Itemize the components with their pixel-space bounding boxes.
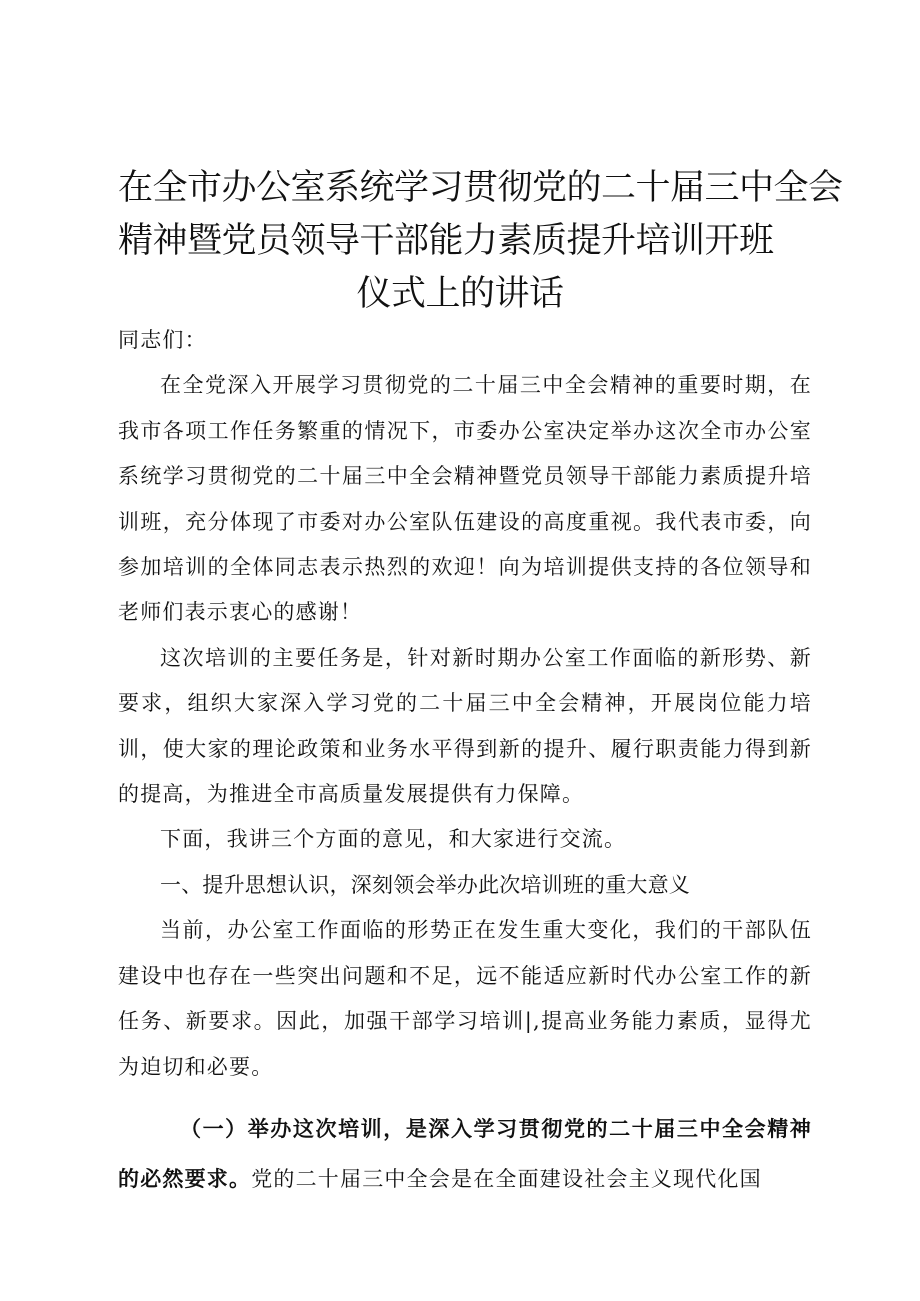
- subsection-1-heading: （一）举办这次培训，是深入学习贯彻党的二十届三中全会精神的必然要求。: [118, 1115, 812, 1191]
- title-line-3: 仪式上的讲话: [356, 274, 564, 314]
- title-line-2: 精神暨党员领导干部能力素质提升培训开班: [118, 221, 774, 261]
- section-1-paragraph: 当前，办公室工作面临的形势正在发生重大变化，我们的干部队伍建设中也存在一些突出问题和不足，远不能适应新时代办公室工作的新任务、新要求。因此，加强干部学习培训|,提高业务能力素质，显得尤为迫切和必要。: [118, 918, 812, 1079]
- document-title: [100, 162, 843, 321]
- task-paragraph: 这次培训的主要任务是，针对新时期办公室工作面临的新形势、新要求，组织大家深入学习党的二十届三中全会精神，开展岗位能力培训，使大家的理论政策和业务水平得到新的提升、履行职责能力得到新的提高，为推进全市高质量发展提供有力保障。: [118, 645, 812, 807]
- subsection-1-paragraph: [118, 1104, 812, 1204]
- document-body: [118, 318, 812, 1204]
- title-line-1: 在全市办公室系统学习贯彻党的二十届三中全会: [118, 168, 843, 208]
- subsection-1-text: 党的二十届三中全会是在全面建设社会主义现代化国: [251, 1166, 762, 1191]
- salutation: 同志们：: [118, 328, 207, 352]
- section-heading-1: 一、提升思想认识，深刻领会举办此次培训班的重大意义: [160, 872, 690, 897]
- intro-paragraph: 在全党深入开展学习贯彻党的二十届三中全会精神的重要时期，在我市各项工作任务繁重的情况下，市委办公室决定举办这次全市办公室系统学习贯彻党的二十届三中全会精神暨党员领导干部能力素质提升培训班，充分体现了市委对办公室队伍建设的高度重视。我代表市委，向参加培训的全体同志表示热烈的欢迎！向为培训提供支持的各位领导和老师们表示衷心的感谢！: [118, 373, 812, 625]
- transition-paragraph: 下面，我讲三个方面的意见，和大家进行交流。: [160, 827, 627, 852]
